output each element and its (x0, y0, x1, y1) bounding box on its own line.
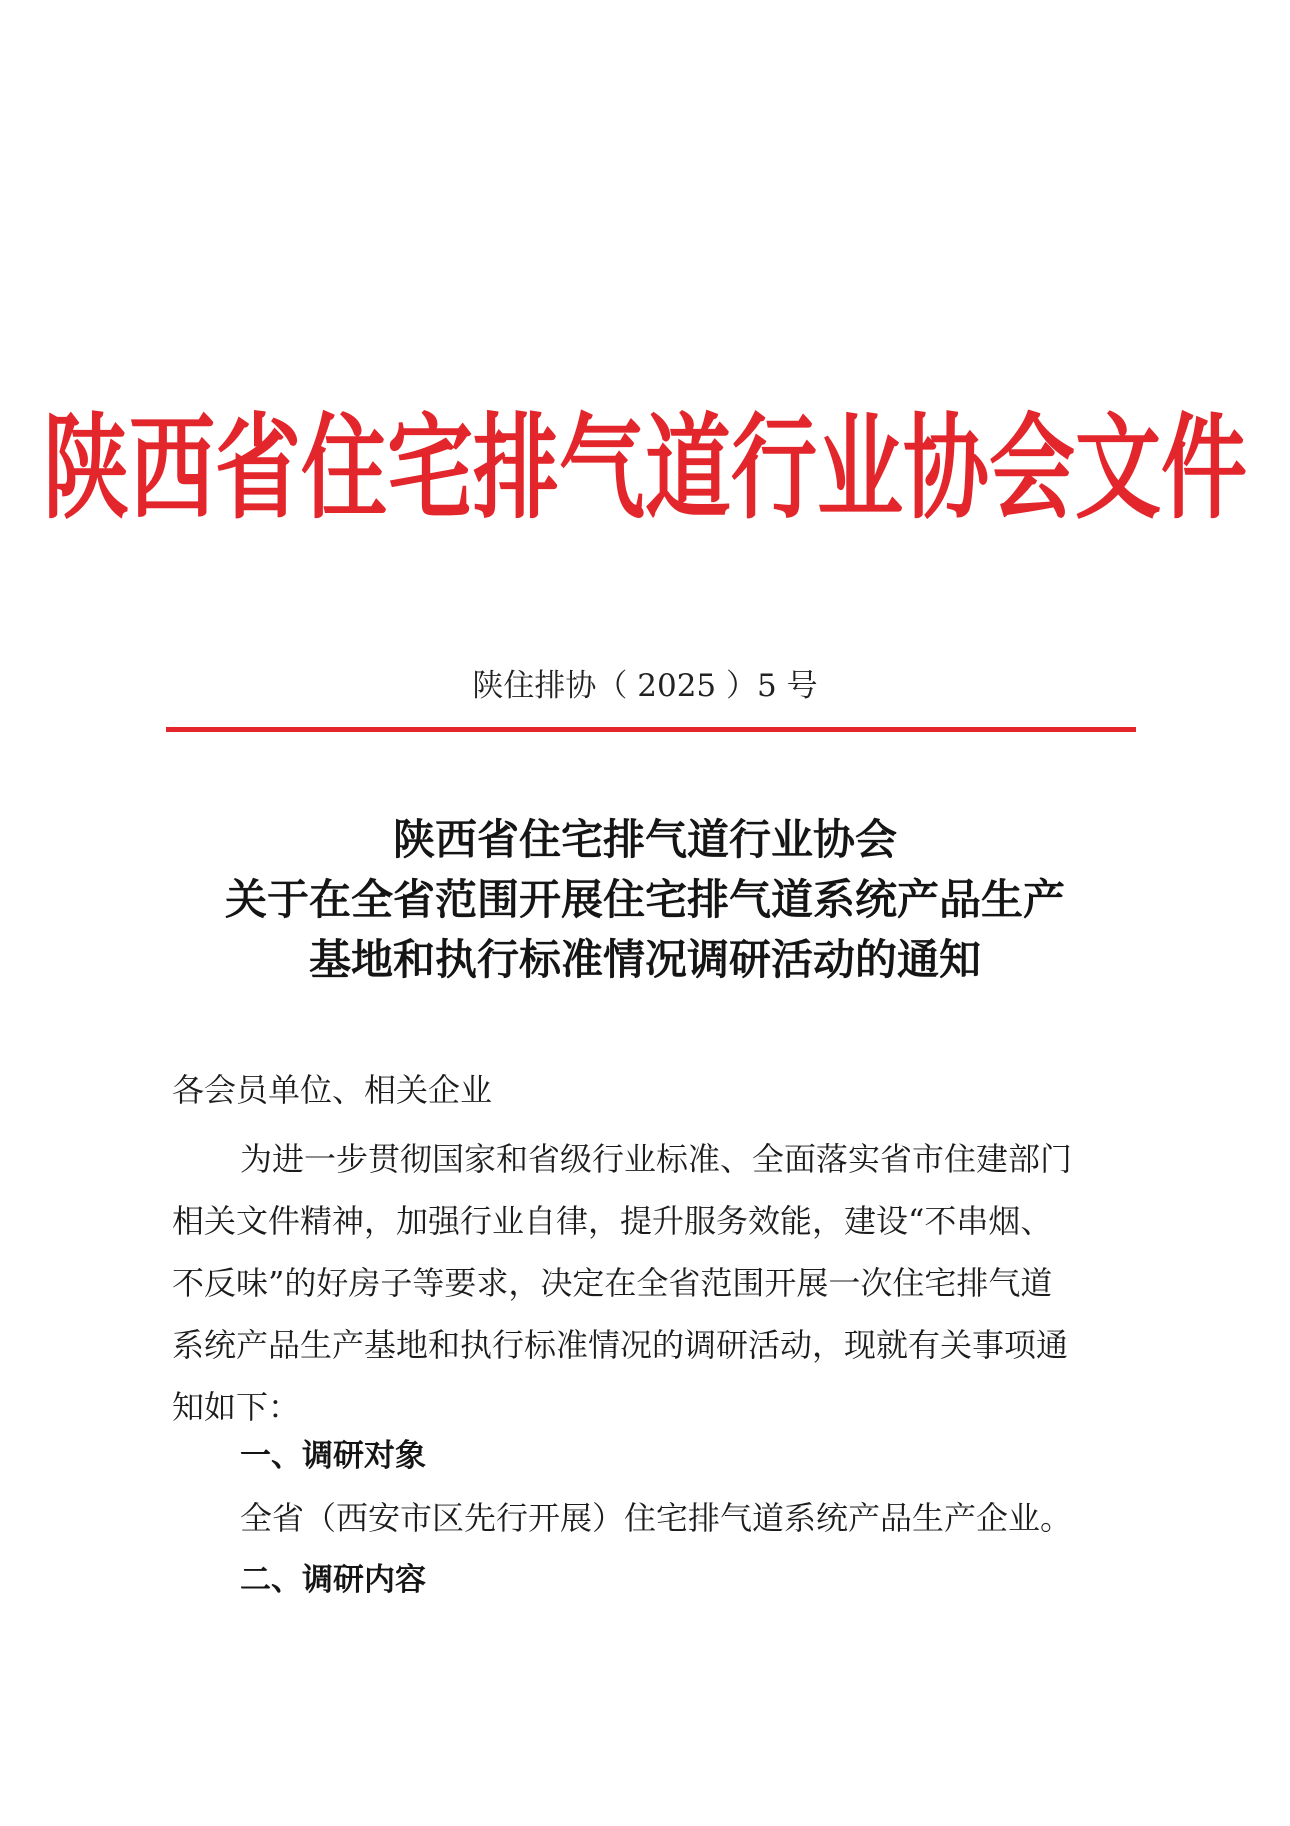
paragraph-line: 系统产品生产基地和执行标准情况的调研活动，现就有关事项通 (172, 1326, 1069, 1364)
notice-title-line-1: 陕西省住宅排气道行业协会 (392, 815, 897, 864)
intro-paragraph (172, 1128, 1132, 1438)
section-text-research-target: 全省（西安市区先行开展）住宅排气道系统产品生产企业。 (240, 1499, 1073, 1537)
notice-title-line-3: 基地和执行标准情况调研活动的通知 (308, 935, 981, 984)
section-heading-research-target: 一、调研对象 (240, 1438, 426, 1474)
notice-title-line-2: 关于在全省范围开展住宅排气道系统产品生产 (224, 875, 1065, 924)
paragraph-line: 为进一步贯彻国家和省级行业标准、全面落实省市住建部门 (240, 1140, 1073, 1178)
masthead-title: 陕西省住宅排气道行业协会文件 (43, 403, 1247, 536)
document-number: 陕住排协（ 2025 ）5 号 (472, 668, 818, 704)
paragraph-line: 相关文件精神，加强行业自律，提升服务效能，建设“不串烟、 (172, 1202, 1053, 1240)
section-heading-research-content: 二、调研内容 (240, 1562, 426, 1598)
notice-title (0, 810, 1290, 990)
red-divider-line (166, 727, 1136, 732)
paragraph-line: 不反味”的好房子等要求，决定在全省范围开展一次住宅排气道 (172, 1264, 1053, 1302)
paragraph-line: 知如下： (172, 1388, 301, 1426)
salutation: 各会员单位、相关企业 (172, 1071, 493, 1109)
